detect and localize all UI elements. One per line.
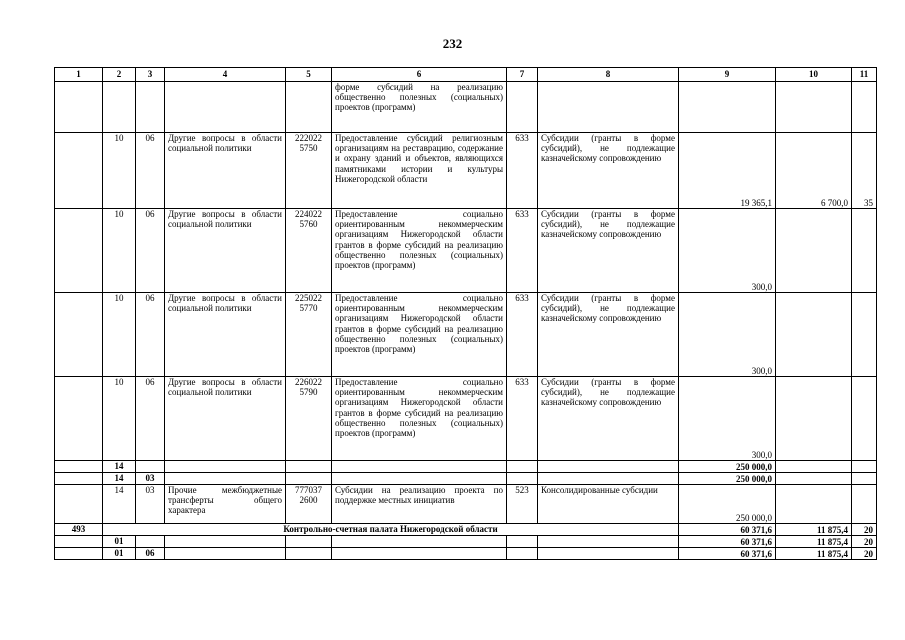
header-cell: 10 <box>776 68 852 82</box>
section-cell: 10 <box>103 293 136 377</box>
amount-cell: 250 000,0 <box>679 485 776 524</box>
amount-cell: 11 875,4 <box>776 524 852 536</box>
header-cell: 8 <box>538 68 679 82</box>
expense-type-cell: Консолидированные субсидии <box>538 485 679 524</box>
subsection-cell: 06 <box>136 209 165 293</box>
section-cell: 01 <box>103 548 136 560</box>
header-cell: 4 <box>165 68 286 82</box>
purpose-cell: форме субсидий на реализацию общественно полезных (социальных) проектов (программ) <box>332 82 507 133</box>
amount-cell: 300,0 <box>679 293 776 377</box>
percent-cell: 20 <box>852 548 877 560</box>
header-cell: 11 <box>852 68 877 82</box>
table-row <box>55 82 877 133</box>
section-cell: 10 <box>103 377 136 461</box>
org-title-cell: Контрольно-счетная палата Нижегородской области <box>103 524 679 536</box>
subsection-cell: 06 <box>136 548 165 560</box>
purpose-cell: Предоставление социально ориентированным некоммерческим организациям Нижегородской области грантов в форме субсидий на реализацию общественно полезных (социальных) проектов (программ) <box>332 377 507 461</box>
table-row <box>55 461 877 473</box>
amount-cell: 250 000,0 <box>679 461 776 473</box>
expense-type-cell: Субсидии (гранты в форме субсидий), не подлежащие казначейскому сопровождению <box>538 133 679 209</box>
subsection-cell: 03 <box>136 473 165 485</box>
target-code-cell: 225022 5770 <box>286 293 332 377</box>
percent-cell <box>852 209 877 293</box>
expense-code-cell: 633 <box>507 377 538 461</box>
expense-code-cell: 633 <box>507 293 538 377</box>
header-cell: 1 <box>55 68 103 82</box>
amount-cell: 60 371,6 <box>679 536 776 548</box>
percent-cell: 20 <box>852 536 877 548</box>
table-row <box>55 485 877 524</box>
amount-cell <box>776 293 852 377</box>
percent-cell: 20 <box>852 524 877 536</box>
amount-cell: 6 700,0 <box>776 133 852 209</box>
expense-type-cell: Субсидии (гранты в форме субсидий), не подлежащие казначейскому сопровождению <box>538 293 679 377</box>
percent-cell <box>852 293 877 377</box>
expense-type-cell: Субсидии (гранты в форме субсидий), не подлежащие казначейскому сопровождению <box>538 377 679 461</box>
amount-cell: 11 875,4 <box>776 536 852 548</box>
percent-cell: 35 <box>852 133 877 209</box>
amount-cell: 60 371,6 <box>679 548 776 560</box>
org-code-cell: 493 <box>55 524 103 536</box>
purpose-cell: Предоставление социально ориентированным некоммерческим организациям Нижегородской области грантов в форме субсидий на реализацию общественно полезных (социальных) проектов (программ) <box>332 209 507 293</box>
expense-type-cell: Субсидии (гранты в форме субсидий), не подлежащие казначейскому сопровождению <box>538 209 679 293</box>
header-cell: 3 <box>136 68 165 82</box>
target-code-cell: 226022 5790 <box>286 377 332 461</box>
table-row <box>55 209 877 293</box>
table-row <box>55 524 877 536</box>
section-name-cell: Другие вопросы в области социальной политики <box>165 293 286 377</box>
expense-code-cell: 523 <box>507 485 538 524</box>
table-row <box>55 133 877 209</box>
section-cell: 14 <box>103 461 136 473</box>
section-name-cell: Другие вопросы в области социальной политики <box>165 133 286 209</box>
subsection-cell: 03 <box>136 485 165 524</box>
section-cell: 10 <box>103 133 136 209</box>
amount-cell: 60 371,6 <box>679 524 776 536</box>
header-cell: 9 <box>679 68 776 82</box>
expense-code-cell: 633 <box>507 209 538 293</box>
purpose-cell: Предоставление субсидий религиозным организациям на реставрацию, содержание и охрану зданий и объектов, являющихся памятниками истории и культуры Нижегородской области <box>332 133 507 209</box>
section-cell: 14 <box>103 485 136 524</box>
purpose-cell: Предоставление социально ориентированным некоммерческим организациям Нижегородской области грантов в форме субсидий на реализацию общественно полезных (социальных) проектов (программ) <box>332 293 507 377</box>
amount-cell <box>776 209 852 293</box>
target-code-cell: 222022 5750 <box>286 133 332 209</box>
header-cell: 7 <box>507 68 538 82</box>
target-code-cell: 224022 5760 <box>286 209 332 293</box>
section-name-cell: Прочие межбюджетные трансферты общего характера <box>165 485 286 524</box>
table-header-row <box>55 68 877 82</box>
budget-table <box>54 67 877 560</box>
section-name-cell: Другие вопросы в области социальной политики <box>165 209 286 293</box>
table-row <box>55 473 877 485</box>
percent-cell <box>852 377 877 461</box>
table-row <box>55 293 877 377</box>
amount-cell: 300,0 <box>679 377 776 461</box>
header-cell: 2 <box>103 68 136 82</box>
amount-cell <box>776 377 852 461</box>
purpose-cell: Субсидии на реализацию проекта по поддержке местных инициатив <box>332 485 507 524</box>
subsection-cell: 06 <box>136 293 165 377</box>
table-row <box>55 377 877 461</box>
table-row <box>55 536 877 548</box>
section-name-cell: Другие вопросы в области социальной политики <box>165 377 286 461</box>
amount-cell: 250 000,0 <box>679 473 776 485</box>
target-code-cell: 777037 2600 <box>286 485 332 524</box>
page-number: 232 <box>442 36 463 51</box>
table-row <box>55 548 877 560</box>
section-cell: 01 <box>103 536 136 548</box>
amount-cell: 300,0 <box>679 209 776 293</box>
header-cell: 6 <box>332 68 507 82</box>
amount-cell: 11 875,4 <box>776 548 852 560</box>
section-cell: 14 <box>103 473 136 485</box>
subsection-cell: 06 <box>136 133 165 209</box>
section-cell: 10 <box>103 209 136 293</box>
amount-cell: 19 365,1 <box>679 133 776 209</box>
header-cell: 5 <box>286 68 332 82</box>
expense-code-cell: 633 <box>507 133 538 209</box>
subsection-cell: 06 <box>136 377 165 461</box>
